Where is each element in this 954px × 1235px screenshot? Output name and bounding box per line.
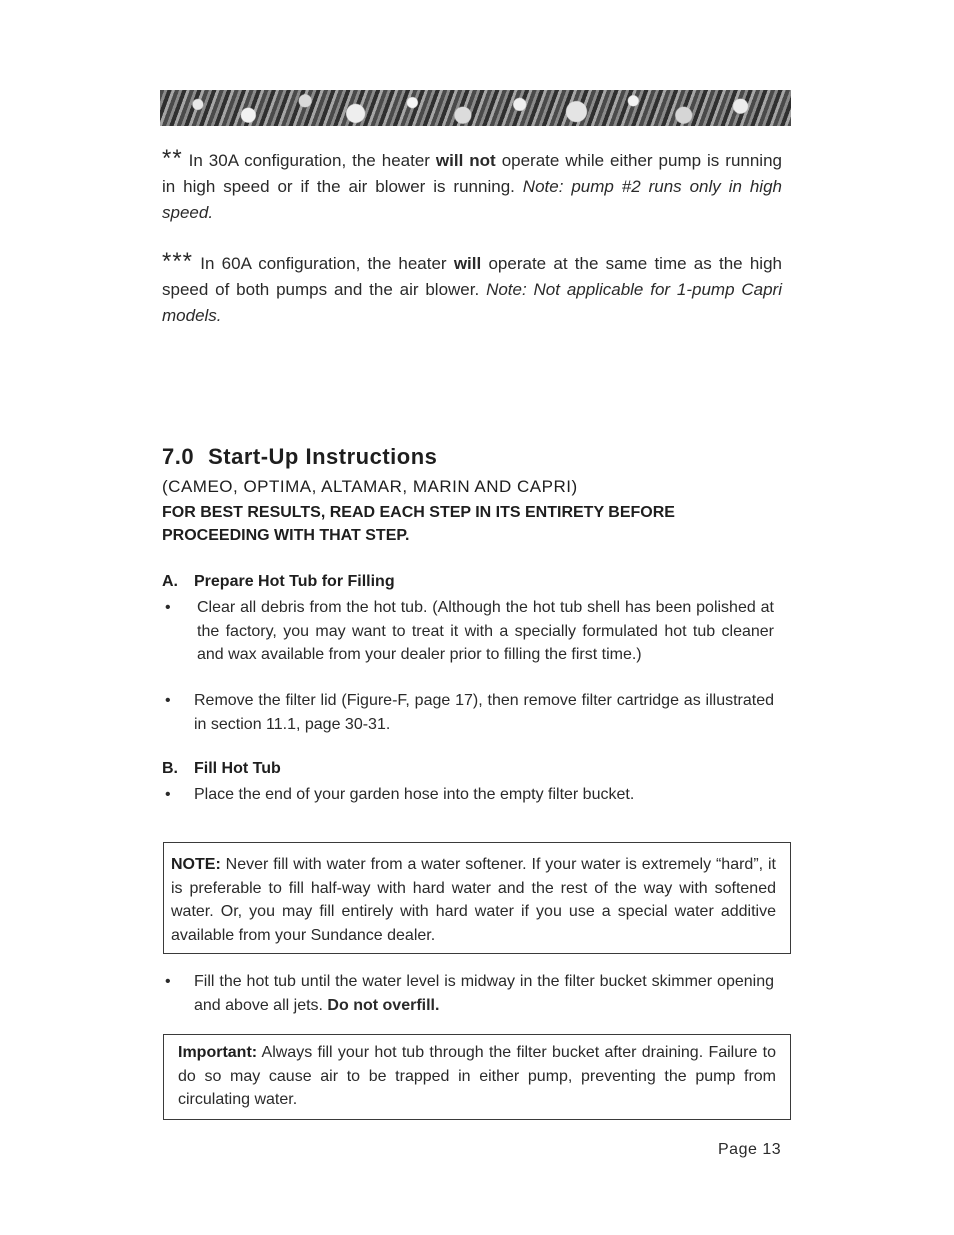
section-title: Start-Up Instructions bbox=[208, 444, 438, 469]
page-number: Page 13 bbox=[718, 1141, 782, 1158]
bullet-icon: • bbox=[165, 599, 171, 616]
note-60a-text-2: operate at the same time as the high speed of both pumps and the air blower. bbox=[162, 254, 782, 299]
note-30a-bold: will not bbox=[435, 151, 496, 170]
list-item bbox=[162, 783, 774, 807]
list-item bbox=[162, 970, 774, 1017]
note-60a-italic: Note: Not applicable for 1-pump Capri models. bbox=[162, 280, 782, 325]
step-b-title: Fill Hot Tub bbox=[194, 760, 281, 777]
section-instruction: FOR BEST RESULTS, READ EACH STEP IN ITS ENTIRETY BEFORE PROCEEDING WITH THAT STEP. bbox=[162, 504, 675, 544]
step-b-heading bbox=[162, 760, 281, 778]
triple-asterisk: *** bbox=[162, 248, 194, 275]
step-b-letter: B. bbox=[162, 760, 178, 777]
list-item bbox=[162, 689, 774, 736]
note-60a-bold: will bbox=[453, 254, 482, 273]
section-number: 7.0 bbox=[162, 444, 195, 469]
step-a-heading bbox=[162, 573, 395, 591]
note-30a-text-1: In 30A configuration, the heater bbox=[182, 151, 436, 170]
note-text: Never fill with water from a water softener. If your water is extremely “hard”, it is preferable to fill half-way with hard water and the rest of the way with softened water. Or, you may fill entirely with hard water if you use a special water additive available from your Sundance dealer. bbox=[171, 856, 776, 944]
double-asterisk: ** bbox=[162, 145, 183, 172]
important-box bbox=[163, 1034, 791, 1120]
list-item bbox=[162, 596, 774, 667]
list-item-text: Remove the filter lid (Figure-F, page 17), then remove filter cartridge as illustrated in section 11.1, page 30-31. bbox=[194, 692, 774, 733]
note-box bbox=[163, 842, 791, 954]
bullet-icon: • bbox=[165, 692, 171, 709]
list-item-text: Place the end of your garden hose into the empty filter bucket. bbox=[194, 786, 635, 803]
note-30a-italic: Note: pump #2 runs only in high speed. bbox=[162, 177, 782, 222]
list-item-text bbox=[194, 970, 774, 1017]
step-a-title: Prepare Hot Tub for Filling bbox=[194, 573, 395, 590]
note-30a-paragraph bbox=[162, 146, 782, 226]
header-banner-image bbox=[160, 90, 791, 126]
list-item-text: Clear all debris from the hot tub. (Although the hot tub shell has been polished at the factory, you may want to treat it with a specially formulated hot tub cleaner and wax available from your dealer prior to filling the first time.) bbox=[197, 599, 774, 663]
note-60a-text-1: In 60A configuration, the heater bbox=[193, 254, 454, 273]
bullet-icon: • bbox=[165, 973, 171, 990]
note-30a-text-2: operate while either pump is running in high speed or if the air blower is running. bbox=[162, 151, 782, 196]
important-text: Always fill your hot tub through the filter bucket after draining. Failure to do so may cause air to be trapped in either pump, preventing the pump from circulating water. bbox=[178, 1044, 776, 1108]
section-subtitle: (CAMEO, OPTIMA, ALTAMAR, MARIN AND CAPRI) bbox=[162, 477, 578, 496]
note-label: NOTE: bbox=[171, 856, 221, 873]
note-60a-paragraph bbox=[162, 249, 782, 329]
section-heading bbox=[162, 444, 437, 470]
overfill-warning: Do not overfill. bbox=[327, 996, 440, 1014]
important-label: Important: bbox=[178, 1044, 258, 1061]
fill-instruction-text: Fill the hot tub until the water level is midway in the filter bucket skimmer opening and above all jets. bbox=[194, 973, 774, 1014]
step-a-letter: A. bbox=[162, 573, 178, 590]
bullet-icon: • bbox=[165, 786, 171, 803]
